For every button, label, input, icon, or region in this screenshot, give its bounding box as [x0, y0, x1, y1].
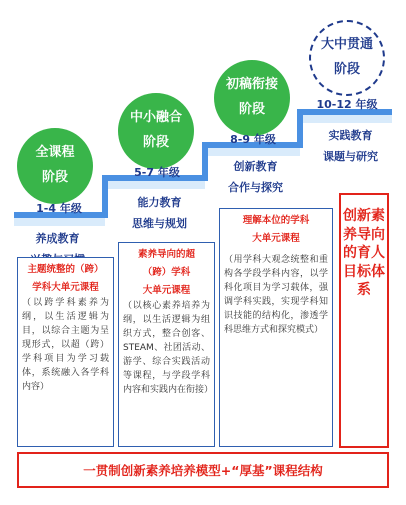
stage-3-goal [208, 156, 303, 199]
stage-4-name: 大中贯通 [320, 37, 373, 53]
model-banner [17, 452, 389, 488]
staircase-fill-4 [303, 115, 392, 123]
stage-2-name: 中小融合 [129, 110, 182, 126]
course-box-2-title-line1: 素养导向的超 [137, 249, 195, 260]
stage-2-label: 阶段 [142, 135, 169, 150]
staircase-fill-3 [208, 148, 300, 156]
stage-4-circle [309, 20, 385, 96]
staircase-fill-2 [108, 181, 205, 189]
stage-2-grade: 5-7 年级 [134, 166, 180, 179]
course-box-3-title-line2: 大单元课程 [252, 233, 300, 245]
course-box-2-title-line2: （跨）学科 [142, 267, 191, 279]
course-box-1 [17, 257, 114, 447]
course-box-2-title-line3: 大单元课程 [142, 285, 191, 297]
goal-system-box [339, 193, 389, 448]
course-box-3-title-line1: 理解本位的学科 [242, 215, 310, 226]
stage-3-circle [214, 60, 290, 136]
stage-4-label: 阶段 [333, 62, 360, 77]
stage-1-grade: 1-4 年级 [36, 202, 82, 215]
stage-1-name: 全课程 [35, 145, 75, 161]
course-box-1-title-line1: 主题统整的（跨） [27, 264, 104, 275]
stage-2-goal-line1: 能力教育 [137, 196, 182, 209]
stage-4-goal-line2: 课题与研究 [323, 150, 378, 164]
stage-2-goal [112, 192, 207, 235]
stage-2-circle [118, 93, 194, 169]
course-box-2-text: （以核心素养培养为纲，以生活逻辑为组织方式，整合创客、STEAM、社团活动、游学、综合实践活动等课程，与学段学科内容和实践内在衔接） [123, 301, 214, 395]
stage-3-grade: 8-9 年级 [230, 133, 276, 146]
stage-3-name: 初稿衔接 [225, 77, 278, 93]
stage-3-goal-line2: 合作与探究 [228, 181, 283, 195]
course-box-3 [219, 208, 333, 447]
stage-1-circle [17, 128, 93, 204]
course-box-2 [118, 242, 215, 447]
staircase-fill-1 [14, 218, 105, 226]
stage-2-goal-line2: 思维与规划 [132, 217, 187, 231]
stage-3-goal-line1: 创新教育 [233, 160, 278, 173]
course-box-1-text: （以跨学科素养为纲，以生活逻辑为目，以综合主题为呈现形式，以超（跨）学科项目为学习载体，系统融入各学科内容） [22, 298, 109, 392]
goal-system-text: 创新素养导向的育人目标体系 [343, 208, 385, 298]
stage-4-goal-line1: 实践教育 [328, 129, 373, 142]
stage-1-goal-line1: 养成教育 [35, 232, 80, 245]
stage-1-label: 阶段 [41, 170, 68, 185]
stage-4-grade: 10-12 年级 [316, 98, 378, 111]
stage-3-label: 阶段 [238, 102, 265, 117]
course-box-3-text: （用学科大观念统整和重构各学段学科内容，以学科化项目为学习载体，强调学科实践，实现学科知识技能的结构化，渗透学科思维方式和探究模式） [224, 255, 328, 335]
stage-4-goal [303, 125, 398, 168]
model-banner-text: 一贯制创新素养培养模型+“厚基”课程结构 [83, 463, 323, 478]
course-box-1-title-line2: 学科大单元课程 [32, 282, 99, 294]
